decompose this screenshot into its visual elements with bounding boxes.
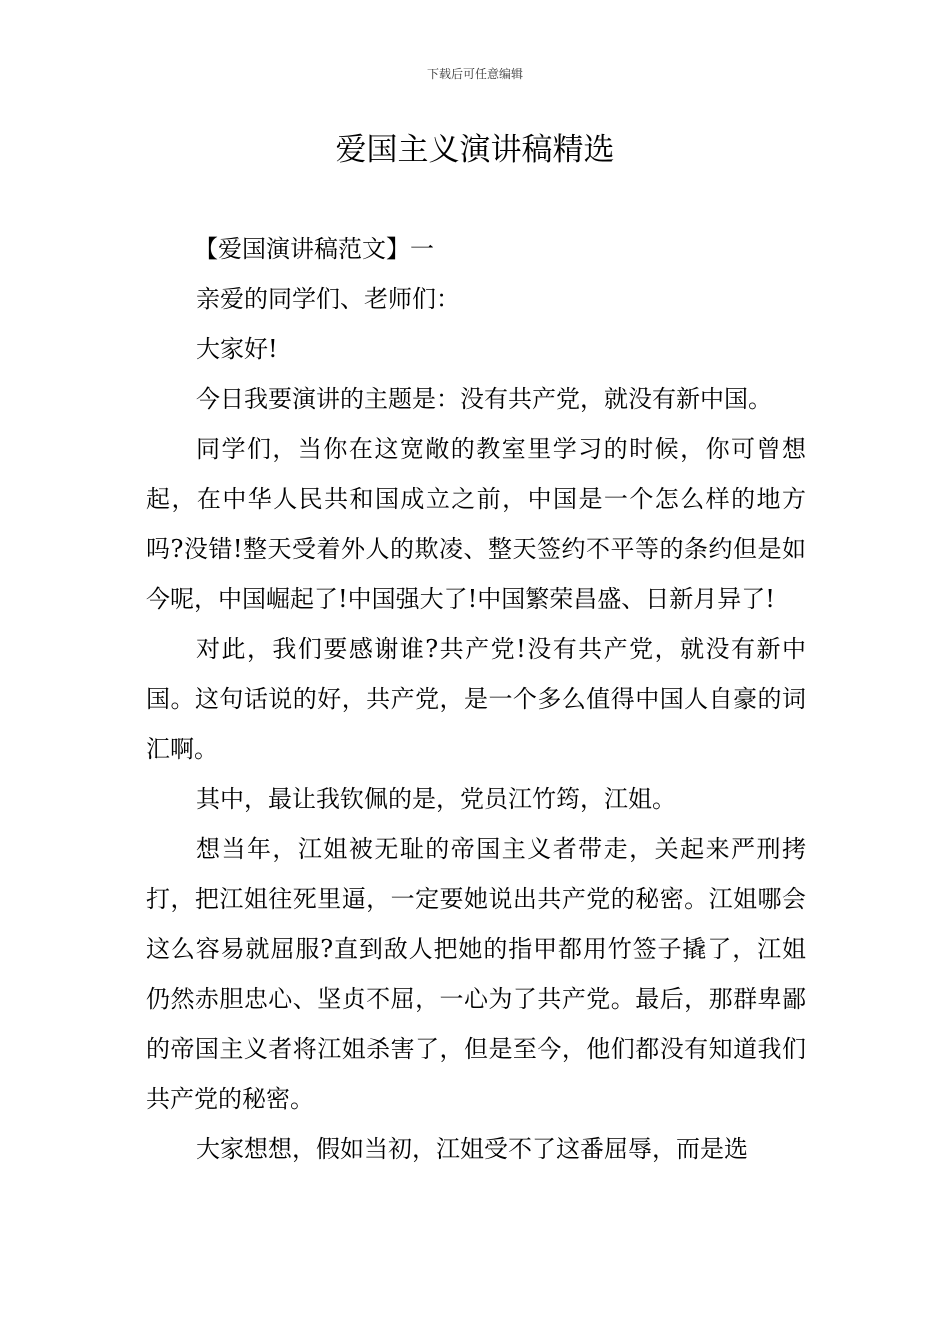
greeting-hello: 大家好!	[196, 335, 278, 363]
header-note: 下载后可任意编辑	[426, 67, 523, 81]
paragraph: 想当年，江姐被无耻的帝国主义者带走，关起来严刑拷打，把江姐往死里逼，一定要她说出共产党的秘密。江姐哪会这么容易就屈服?直到敌人把她的指甲都用竹签子撬了，江姐仍然赤胆忠心、坚贞不屈，一心为了共产党。最后，那群卑鄙的帝国主义者将江姐杀害了，但是至今，他们都没有知道我们共产党的秘密。	[146, 835, 806, 1113]
document-title: 爱国主义演讲稿精选	[335, 132, 615, 168]
paragraph: 其中，最让我钦佩的是，党员江竹筠，江姐。	[196, 785, 676, 813]
paragraph: 大家想想，假如当初，江姐受不了这番屈辱，而是选	[196, 1135, 748, 1163]
paragraph: 同学们，当你在这宽敞的教室里学习的时候，你可曾想起，在中华人民共和国成立之前，中国是一个怎么样的地方吗?没错!整天受着外人的欺凌、整天签约不平等的条约但是如今呢，中国崛起了!中国强大了!中国繁荣昌盛、日新月异了!	[146, 435, 806, 613]
document-body	[146, 224, 806, 1174]
greeting-line: 亲爱的同学们、老师们：	[196, 285, 460, 313]
section-heading: 【爱国演讲稿范文】一	[194, 235, 434, 263]
paragraph: 对此，我们要感谢谁?共产党!没有共产党，就没有新中国。这句话说的好，共产党，是一个多么值得中国人自豪的词汇啊。	[146, 635, 806, 763]
paragraph: 今日我要演讲的主题是：没有共产党，就没有新中国。	[196, 385, 772, 413]
